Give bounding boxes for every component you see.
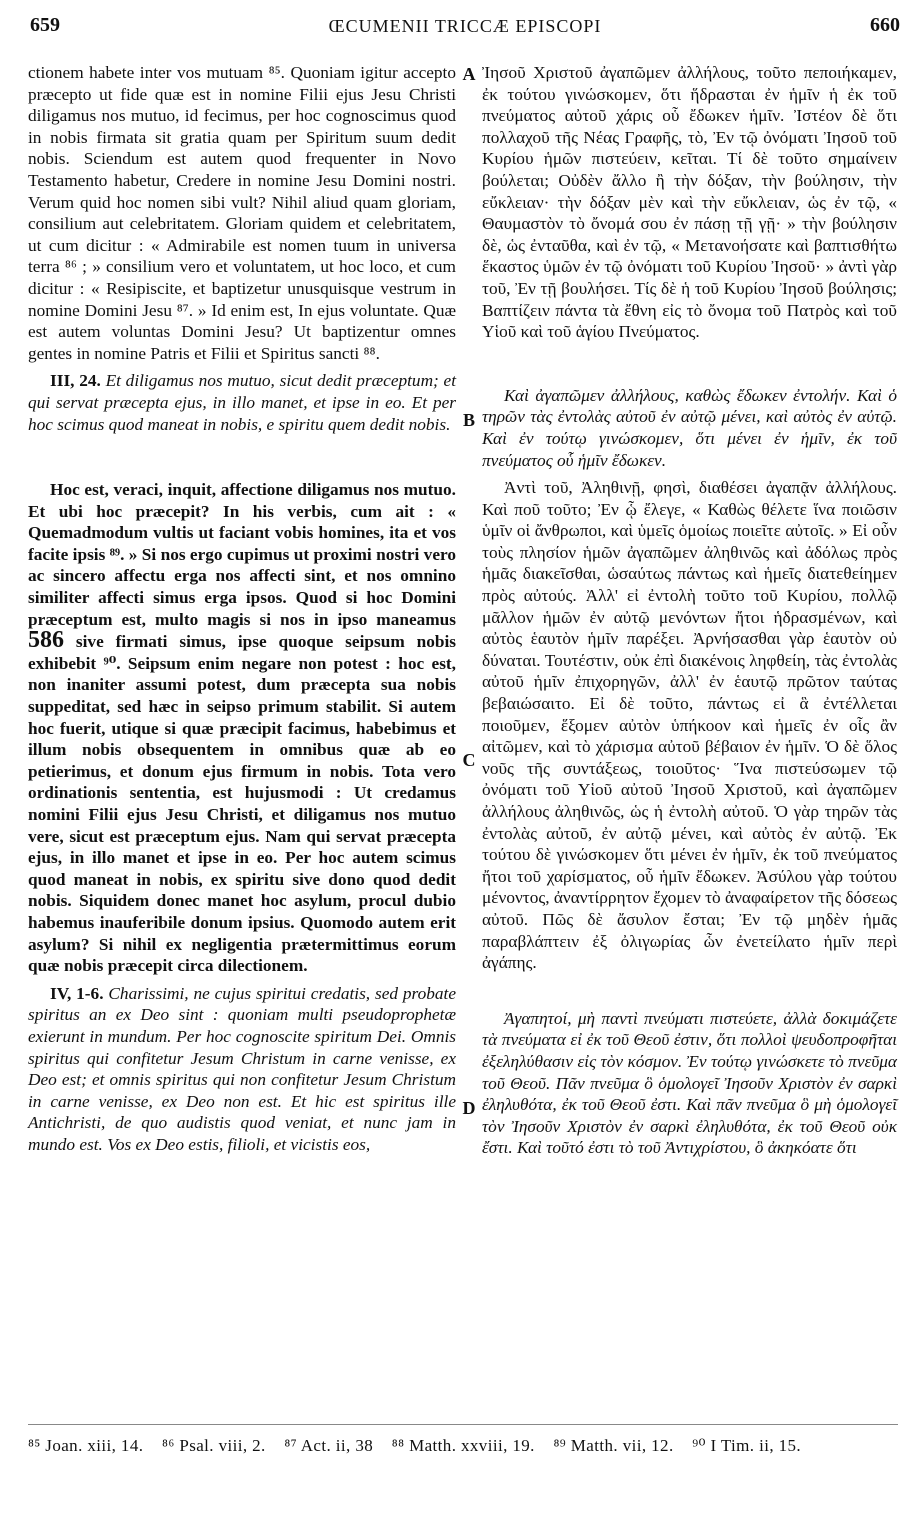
footnote-88: ⁸⁸ Matth. xxviii, 19. bbox=[391, 1436, 535, 1455]
volume-page-number: 586 bbox=[28, 627, 64, 654]
latin-lemma-2-text: Charissimi, ne cujus spiritui credatis, sed probate spiritus an ex Deo sint : quoniam multi pseudoprophetæ exierunt in mundum. Per hoc cognoscite spiritum Dei. Omnis spiritus qui confitetur Jesum Christum in carne venisse, ex Deo est; et omnis spiritus qui non confitetur Jesum Christum in carne venisse, ex Deo non est. Et hic est spiritus ille Antichristi, de quo audistis quod veniat, et nunc jam in mundo est. Vos ex Deo estis, filioli, et vicistis eos, bbox=[28, 983, 457, 1154]
greek-lemma-2: Ἀγαπητοί, μὴ παντὶ πνεύματι πιστεύετε, ἀλλὰ δοκιμάζετε τὰ πνεύματα εἰ ἐκ τοῦ Θεοῦ ἐστιν, ὅτι πολλοὶ ψευδοπροφῆται ἐξεληλύθασιν εἰς τὸν κόσμον. Ἐν τούτῳ γινώσκετε τὸ πνεῦμα τοῦ Θεοῦ. Πᾶν πνεῦμα ὃ ὁμολογεῖ Ἰησοῦν Χριστὸν ἐν σαρκὶ ἐληλυθότα, ἐκ τοῦ Θεοῦ ἐστι. Καὶ πᾶν πνεῦμα ὃ μὴ ὁμολογεῖ τὸν Ἰησοῦν Χριστὸν ἐν σαρκὶ ἐληλυθότα, ἐκ τοῦ Θεοῦ οὐκ ἔστι. Καὶ τοῦτό ἐστι τὸ τοῦ Ἀντιχρίστου, ὃ ἀκηκόατε ὅτι bbox=[482, 1008, 897, 1158]
latin-paragraph-2a: Hoc est, veraci, inquit, affectione diligamus nos mutuo. Et ubi hoc præcepit? In his verbis, cum ait : « Quemadmodum vultis ut faciant vobis homines, ita et vos facite ipsis ⁸⁹. » Si nos ergo cupimus ut proximi nostri vero ac sincero affectu erga nos affecti sint, et nos omnino similiter affecti simus erga ipsos. Quod si hoc Domini præceptum est, multo magis si nos in ipso maneamus bbox=[28, 480, 456, 629]
footnote-divider bbox=[28, 1424, 898, 1425]
footnotes bbox=[28, 1436, 898, 1456]
section-marker-d: D bbox=[462, 1098, 476, 1118]
page-number-right: 660 bbox=[870, 14, 900, 36]
running-header bbox=[30, 8, 900, 42]
latin-lemma-1 bbox=[28, 370, 456, 435]
page-number-left: 659 bbox=[30, 14, 60, 36]
footnote-86: ⁸⁶ Psal. viii, 2. bbox=[162, 1436, 266, 1455]
section-marker-a: A bbox=[462, 64, 476, 84]
latin-lemma-2-ref: IV, 1-6. bbox=[50, 983, 104, 1003]
greek-column bbox=[482, 62, 897, 1159]
running-title: ŒCUMENII TRICCÆ EPISCOPI bbox=[328, 16, 602, 36]
greek-lemma-1: Καὶ ἀγαπῶμεν ἀλλήλους, καθὼς ἔδωκεν ἐντολήν. Καὶ ὁ τηρῶν τὰς ἐντολὰς αὐτοῦ ἐν αὐτῷ μένει, καὶ αὐτὸς ἐν αὐτῷ. Καὶ ἐν τούτῳ γινώσκομεν, ὅτι μένει ἐν ἡμῖν, ἐκ τοῦ πνεύματος οὗ ἡμῖν ἔδωκεν. bbox=[482, 385, 897, 470]
footnote-90: ⁹⁰ I Tim. ii, 15. bbox=[692, 1436, 802, 1455]
latin-column bbox=[28, 62, 456, 1156]
greek-paragraph-1: Ἰησοῦ Χριστοῦ ἀγαπῶμεν ἀλλήλους, τοῦτο πεποιήκαμεν, ἐκ τούτου γινώσκομεν, ὅτι ἥδρασται ἐν ἡμῖν ἡ ἐκ τοῦ πνεύματος αὐτοῦ χάρις οὗ ἔδωκεν ἡμῖν. Ἰστέον δὲ ὅτι πολλαχοῦ τῆς Νέας Γραφῆς, τὸ, Ἐν τῷ ὀνόματι Ἰησοῦ τοῦ Κυρίου ἡμῶν πιστεύειν, κεῖται. Τί δὲ τοῦτο σημαίνειν βούλεται; Οὐδὲν ἄλλο ἢ τὴν δόξαν, τὴν βούλησιν, τὴν εὔκλειαν· τὴν δόξαν μὲν καὶ τὴν εὔκλειαν, ὡς ἐν τῷ, « Θαυμαστὸν τὸ ὄνομά σου ἐν πάσῃ τῇ γῇ· » τὴν βούλησιν δὲ, ὡς ἐνταῦθα, καὶ ἐν τῷ, « Μετανοήσατε καὶ βαπτισθήτω ἕκαστος ὑμῶν ἐν τῷ ὀνόματι τοῦ Κυρίου Ἰησοῦ· » ἀντὶ γὰρ τοῦ, Ἐν τῇ βουλήσει. Τίς δὲ ἡ τοῦ Κυρίου Ἰησοῦ βούλησις; Βαπτίζειν πάντα τὰ ἔθνη εἰς τὸ ὄνομα τοῦ Πατρὸς καὶ τοῦ Υἱοῦ καὶ τοῦ ἁγίου Πνεύματος. bbox=[482, 63, 897, 342]
latin-lemma-1-ref: III, 24. bbox=[50, 371, 101, 391]
section-marker-c: C bbox=[462, 750, 476, 770]
latin-paragraph-2 bbox=[28, 479, 456, 977]
latin-paragraph-2b: sive firmati simus, ipse quoque seipsum nobis exhibebit ⁹⁰. Seipsum enim negare non potest : hoc est, non inaniter assumi potest, dum præcepta sua nobis suppeditat, sed hæc in seipso primum stabilit. Si autem hoc fuerit, utique si quæ præcipit facimus, habebimus et illum nobis obsequentem in omnibus quæ ab eo petierimus, et donum ejus firmum in nobis. Tota vero ordinationis sententia, est hujusmodi : Ut credamus nomini Filii ejus Jesu Christi, et diligamus nos mutuo vere, sicut est præceptum ejus. Nam qui servat præcepta ejus, in illo manet et ipse in eo. Per hoc autem scimus quod maneat in nobis, ex spiritu sive dono quod dedit nobis. Siquidem donec manet hoc asylum, procul dubio habemus inauferibile donum ipsius. Quomodo autem erit asylum? Si nihil ex negligentia prætermittimus eorum quæ nobis præcepit circa dilectionem. bbox=[28, 632, 456, 976]
latin-lemma-2 bbox=[28, 983, 456, 1156]
section-marker-b: B bbox=[462, 410, 475, 430]
latin-lemma-1-text: Et diligamus nos mutuo, sicut dedit præceptum; et qui servat præcepta ejus, in illo manet, et ipse in eo. Et per hoc scimus quod maneat in nobis, e spiritu quem dedit nobis. bbox=[28, 371, 457, 434]
greek-paragraph-2: Ἀντὶ τοῦ, Ἀληθινῇ, φησὶ, διαθέσει ἀγαπᾷν ἀλλήλους. Καὶ ποῦ τοῦτο; Ἐν ᾧ ἔλεγε, « Καθὼς θέλετε ἵνα ποιῶσιν ὑμῖν οἱ ἄνθρωποι, καὶ ὑμεῖς ὁμοίως ποιεῖτε αὐτοῖς. » Εἰ οὖν τοὺς πλησίον ἡμῶν ἀγαπῶμεν ἀληθινῶς καὶ ἀδόλως πρὸς ἡμᾶς διακεῖσθαι, ὡσαύτως πάντως καὶ ἡμεῖς διατεθείημεν πρὸς αὐτούς. Ἀλλ' εἰ ἐντολὴ τοῦτο τοῦ Κυρίου, πολλῷ μᾶλλον ἡμῶν ἐν αὐτῷ μενόντων ἤτοι ἡδρασμένων, καὶ αὐτὸς ἑαυτὸν ἡμῖν παρέξει. Ἀρνήσασθαι γὰρ ἑαυτὸν οὐ δύναται. Τουτέστιν, οὐκ ἐπὶ διακένοις ληφθείη, τὰς ἐντολὰς αὐτοῦ ἡμῖν ἐπιχορηγῶν, ἀλλ' ἐν ἑαυτῷ πρῶτον ταύτας βεβαιώσαιτο. Εἰ δὲ τοῦτο, πάντως εἰ ἃ ἐντέλλεται ποιοῦμεν, ἕξομεν αὐτὸν ὑπήκοον καὶ ἡμεῖς ἐν οἷς ἂν αἰτῶμεν, καὶ τὸ χάρισμα αὐτοῦ βέβαιον ἐν ἡμῖν. Ὁ δὲ ὅλος νοῦς τῆς συντάξεως, τοιοῦτος· Ἵνα πιστεύσωμεν τῷ ὀνόματι τοῦ Υἱοῦ αὐτοῦ Ἰησοῦ Χριστοῦ, καὶ ἀγαπῶμεν ἀλλήλους ἀληθινῶς, ὡς ἡ ἐντολὴ αὐτοῦ. Ὁ γὰρ τηρῶν τὰς ἐντολὰς αὐτοῦ, ἐν αὐτῷ μένει, καὶ αὐτὸς ἐν αὐτῷ. Ἐκ τούτου δὲ γινώσκομεν ὅτι μένει ἐν ἡμῖν, ἐκ τοῦ πνεύματος ἤτοι τοῦ χαρίσματος, οὗ ἡμῖν ἔδωκεν. Ἀσύλου γὰρ τούτου μένοντος, ἀναντίρρητον ἔχομεν τὸ ἀναφαίρετον τῆς δόσεως αὐτοῦ. Πῶς δὲ ἄσυλον ἔσται; Ἐν τῷ μηδὲν ἡμᾶς παραβλάπτειν ἐξ ὀλιγωρίας ὧν ἐνετείλατο ἡμῖν περὶ ἀγάπης. bbox=[482, 478, 897, 973]
latin-paragraph-1: ctionem habete inter vos mutuam ⁸⁵. Quoniam igitur accepto præcepto ut fide quæ est in nomine Filii ejus Jesu Christi diligamus nos mutuo, id fecimus, per hoc cognoscimus quod in nobis firmata sit gratia quam per Spiritum suum dedit nobis. Sciendum est autem quod frequenter in Novo Testamento habetur, Credere in nomine Jesu Domini nostri. Verum quid hoc nomen sibi vult? Nihil aliud quam gloriam, consilium aut celebritatem. Gloriam quidem et celebritatem, ut cum dicitur : « Admirabile est nomen tuum in universa terra ⁸⁶ ; » consilium vero et voluntatem, ut hoc loco, et cum dicitur : « Resipiscite, et baptizetur unusquisque vestrum in nomine Domini Jesu ⁸⁷. » Id enim est, In ejus voluntate. Quæ est autem voluntas Domini Jesu? Ut baptizentur omnes gentes in nomine Patris et Filii et Spiritus sancti ⁸⁸. bbox=[28, 63, 456, 363]
footnote-89: ⁸⁹ Matth. vii, 12. bbox=[553, 1436, 674, 1455]
footnote-85: ⁸⁵ Joan. xiii, 14. bbox=[28, 1436, 144, 1455]
footnote-87: ⁸⁷ Act. ii, 38 bbox=[284, 1436, 374, 1455]
